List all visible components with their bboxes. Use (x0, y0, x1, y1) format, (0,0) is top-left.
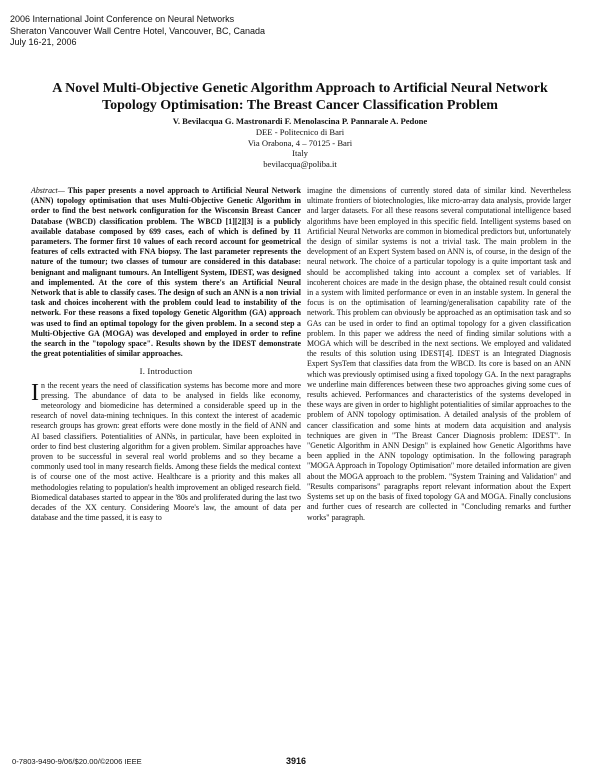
author-email: bevilacqua@poliba.it (263, 159, 337, 170)
paper-title: A Novel Multi-Objective Genetic Algorithm Approach to Artificial Neural Network Topology Optimisation: The Breast Cancer Classification Problem (52, 81, 548, 113)
intro-text: n the recent years the need of classification systems has become more and more pressing. The abundance of data to be analysed in fields like economy, meteorology and biomedicine has determined a considerable speed up in the research of novel data-mining techniques. In this context the interest of academic research groups has grown: great efforts were done mostly in the field of ANN and AI based classifiers. Potentialities of ANNs, in particular, have been exploited in order to find best clustering algorithm for a given problem. Similar approaches have proven to be successful in several real world problems and so they became a commonly used tool in many research fields. Among these fields the medical context is of course one of the most active. Healthcare is a priority and this makes all methodologies relating to population's health improvement an obliged research field. Biomedical databases started to appear in the '80s and proliferated during the last two decades of the XX century. Considering Moore's law, the amount of data per database and the time passed, it is easy to (31, 380, 301, 523)
page-number: 3916 (286, 756, 307, 766)
intro-paragraph (31, 381, 301, 524)
section-heading: I. Introduction (139, 366, 193, 377)
issn-notice: 0-7803-9490-9/06/$20.00/©2006 IEEE (12, 757, 142, 766)
conference-header (10, 14, 265, 49)
author-address: Via Orabona, 4 – 70125 - Bari (247, 137, 353, 148)
conference-venue: Sheraton Vancouver Wall Centre Hotel, Vancouver, BC, Canada (10, 25, 265, 36)
page-footer (0, 757, 600, 769)
conference-dates: July 16-21, 2006 (10, 37, 77, 47)
abstract-label: Abstract— (31, 186, 65, 195)
abstract-text: This paper presents a novel approach to Artificial Neural Network (ANN) topology optimisation that uses Multi-Objective Genetic Algorithm in order to find the best network configuration for the Wisconsin Breast Cancer Database (WBCD) classification problem. The WBCD [1][2][3] is a publicly available database composed by 699 cases, each of which is defined by 11 parameters. The former first 10 values of each record account for geometrical features of cells extracted with FNA biopsy. The last parameter represents the nature of the tumour; two classes of tumour are considered in this database: benignant and malignant tumours. An Intelligent System, IDEST, was designed and implemented. At the core of this system there's an Artificial Neural Network that is able to classify cases. The design of such an ANN is a non trivial task and choices incoherent with the problem could lead to instability of the network. For these reasons a fixed topology Genetic Algorithm (GA) approach was used to find an optimal topology for the given problem. In a second step a Multi-Objective GA (MOGA) was developed and employed in order to refine the search in the "topology space". Results shown by the IDEST demonstrate the great potentialities of similar approaches. (31, 186, 301, 359)
right-column-text: imagine the dimensions of currently stored data of similar kind. Nevertheless ultimate frontiers of biotechnologies, like micro-array data analysis, provide larger and larger datasets. For all these reasons several computational intelligence based algorithms have been employed in this specific field. Intelligent systems based on Artificial Neural Networks are common in biomedical predictors but, unfortunately the design of similar systems is not a trivial task. The main problem in the development of an Expert System based on ANN is, of course, in the design of the neural network. The choice of a particular topology is a quite important task and should be accomplished taking into account a complex set of variables. If incoherent choices are made in the design phase, the obtained result could consist in a system with limited performance or even in an instable system. In general the focus is on the optimisation of learning/generalisation capability rate of the network. This problem can obviously be approached as an optimisation task and so GAs can be used in order to find an optimal topology for a given classification problem. In this paper we address the need of finding similar solutions with a MOGA which will be described in the next sections. We employed and validated the results of this solution using IDEST[4]. IDEST is an Integrated Diagnosis Expert SysTem that classifies data from the WBCD. Its core is based on an ANN which was previously optimised using a fixed topology GA. In the next paragraphs we underline main differences between these two approaches giving some cues of results achieved. Performances and characteristics of the systems developed in these ways are given in order to highlight potentialities of similar approaches to the problem of ANN topology optimisation. A detailed analysis of the problem of cancer classification and some hints at modern data acquisition and analysis techniques are given in "The Breast Cancer Diagnosis problem: IDEST". In "Genetic Algorithm in ANN Design" is explained how Genetic Algorithms have been applied in the ANN topology optimisation. In the following paragraph "MOGA Approach in Topology Optimisation" more detailed information are given about the MOGA approach to the problem. "System Training and Validation" and "Results comparisons" paragraphs report relevant information about the Expert Systems set up on the basis of fixed topology GA and MOGA. Finally conclusions and further cues of research are collected in "Concluding remarks and further works" paragraph. (307, 186, 571, 522)
right-column (307, 186, 571, 523)
abstract (31, 186, 301, 359)
author-block (100, 116, 500, 170)
drop-cap: I (31, 379, 39, 406)
author-affiliation: DEE - Politecnico di Bari (255, 126, 345, 137)
left-column (31, 186, 301, 524)
author-names: V. Bevilacqua G. Mastronardi F. Menolascina P. Pannarale A. Pedone (172, 116, 428, 126)
conference-name: 2006 International Joint Conference on Neural Networks (10, 14, 235, 24)
author-country: Italy (292, 148, 308, 159)
